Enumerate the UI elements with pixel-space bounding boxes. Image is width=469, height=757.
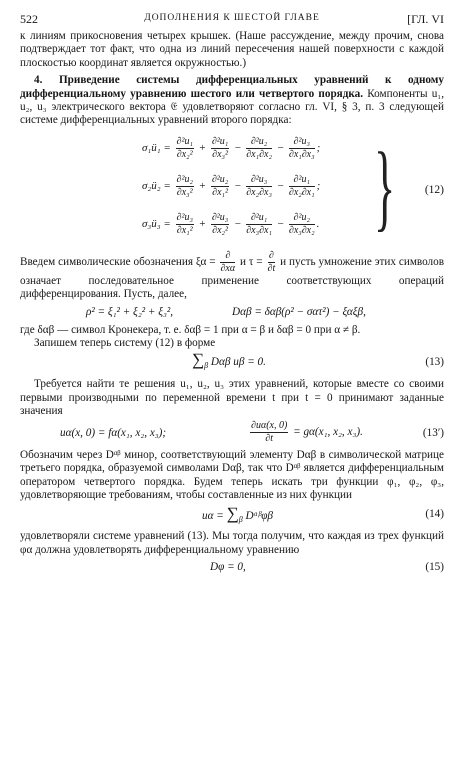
equation-rho: ρ² = ξ₁² + ξ₂² + ξ₃²,: [86, 305, 174, 318]
paragraph-symbols: Введем символические обозначения ξα = $\frac{\partial}{\partial x\alpha}$ и τ = $\frac{\partial}{\partial t}$ и пусть умножение этих символов означает последовательное применение соответствующих операций дифференцирования. Пусть, далее,: [20, 249, 445, 301]
equation-system-12: [20, 132, 444, 248]
equation-14: $u\alpha = \sum_\beta$ Dᵅᵝφβ (14): [202, 504, 444, 525]
equation-13: $\sum_\beta$ Dαβ uβ = 0. (13): [192, 350, 444, 371]
equation-number-14: (14): [425, 508, 444, 521]
section-4-intro: Компоненты u₁, u₂, u₃ электрического вектора 𝔈 удовлетворяют согласно гл. VI, § 3, п. 3 следующей системе дифференциальных уравнений второго порядка:: [20, 87, 444, 127]
equation-number-13-prime: (13′): [422, 426, 444, 439]
equation-13-prime: uα(x, 0) = fα(x₁, x₂, x₃); $\frac{\partial u\alpha(x, 0)}{\partial t}$ = gα(x₁, x₂, x₃). (13′): [60, 419, 444, 444]
system-row-2: σ₂ü₂ = $\frac{\text{∂²u₂}}{\text{∂x₃²}}$ + $\frac{\text{∂²u₂}}{\text{∂x₁²}}$ − $\frac{\text{∂²u₃}}{\text{∂x₂∂x₃}}$ − $\frac{\text{∂²u₁}}{\text{∂x₂∂x₁}}$ ;: [142, 173, 321, 198]
paragraph-minor: Обозначим через Dᵅᵝ минор, соответствующий элементу Dαβ в символической матрице третьего порядка, образуемой символами Dαβ, так что Dᵅᵝ является дифференциальным оператором четвертого порядка. Будем теперь искать три функции φ₁, φ₂, φ₃, удовлетворяющие требованиям, чтобы составленные из них функции: [20, 448, 444, 501]
equation-number-13: (13): [425, 356, 444, 369]
paragraph-continuation: к линиям прикосновения четырех крышек. (Наше рассуждение, между прочим, снова подтверждает тот факт, что одна из линий пересечения нашей поверхности с каждой плоскостью координат является окружностью.): [20, 30, 444, 69]
section-reference: [ГЛ. VI: [407, 12, 444, 26]
paragraph-write-system: Запишем теперь систему (12) в форме: [34, 337, 216, 350]
book-page: [20, 12, 444, 577]
equation-D-alpha-beta: Dαβ = δαβ(ρ² − σατ²) − ξαξβ,: [232, 305, 366, 318]
page-number: 522: [20, 12, 38, 26]
running-title: ДОПОЛНЕНИЯ К ШЕСТОЙ ГЛАВЕ: [144, 13, 320, 23]
system-right-brace: }: [374, 132, 396, 241]
section-4-paragraph: [20, 74, 444, 128]
section-4-title: 4. Приведение системы дифференциальных уравнений к одному дифференциальному уравнению шестого или четвертого порядка.: [20, 74, 444, 100]
paragraph-find-solutions: Требуется найти те решения u₁, u₂, u₃ этих уравнений, которые вместе со своими первыми производными по переменной времени t при t = 0 принимают заданные значения: [20, 378, 444, 418]
equation-rho-and-D: [20, 302, 444, 324]
system-row-1: σ₁ü₁ = $\frac{\text{∂²u₁}}{\text{∂x₂²}}$ + $\frac{\text{∂²u₁}}{\text{∂x₃²}}$ − $\frac{\text{∂²u₂}}{\text{∂x₁∂x₂}}$ − $\frac{\text{∂²u₃}}{\text{∂x₁∂x₃}}$ ;: [142, 135, 321, 160]
paragraph-satisfy: удовлетворяли системе уравнений (13). Мы тогда получим, что каждая из трех функций φα должна удовлетворять дифференциальному уравнению: [20, 530, 444, 556]
equation-number-15: (15): [425, 561, 444, 574]
system-row-3: σ₃ü₃ = $\frac{\text{∂²u₃}}{\text{∂x₁²}}$ + $\frac{\text{∂²u₃}}{\text{∂x₂²}}$ − $\frac{\text{∂²u₁}}{\text{∂x₃∂x₁}}$ − $\frac{\text{∂²u₂}}{\text{∂x₃∂x₂}}$ .: [142, 211, 320, 236]
running-header: [20, 12, 444, 30]
paragraph-kronecker: где δαβ — символ Кронекера, т. е. δαβ = 1 при α = β и δαβ = 0 при α ≠ β.: [20, 323, 361, 336]
equation-15: Dφ = 0, (15): [210, 561, 444, 574]
equation-number-12: (12): [424, 183, 444, 196]
